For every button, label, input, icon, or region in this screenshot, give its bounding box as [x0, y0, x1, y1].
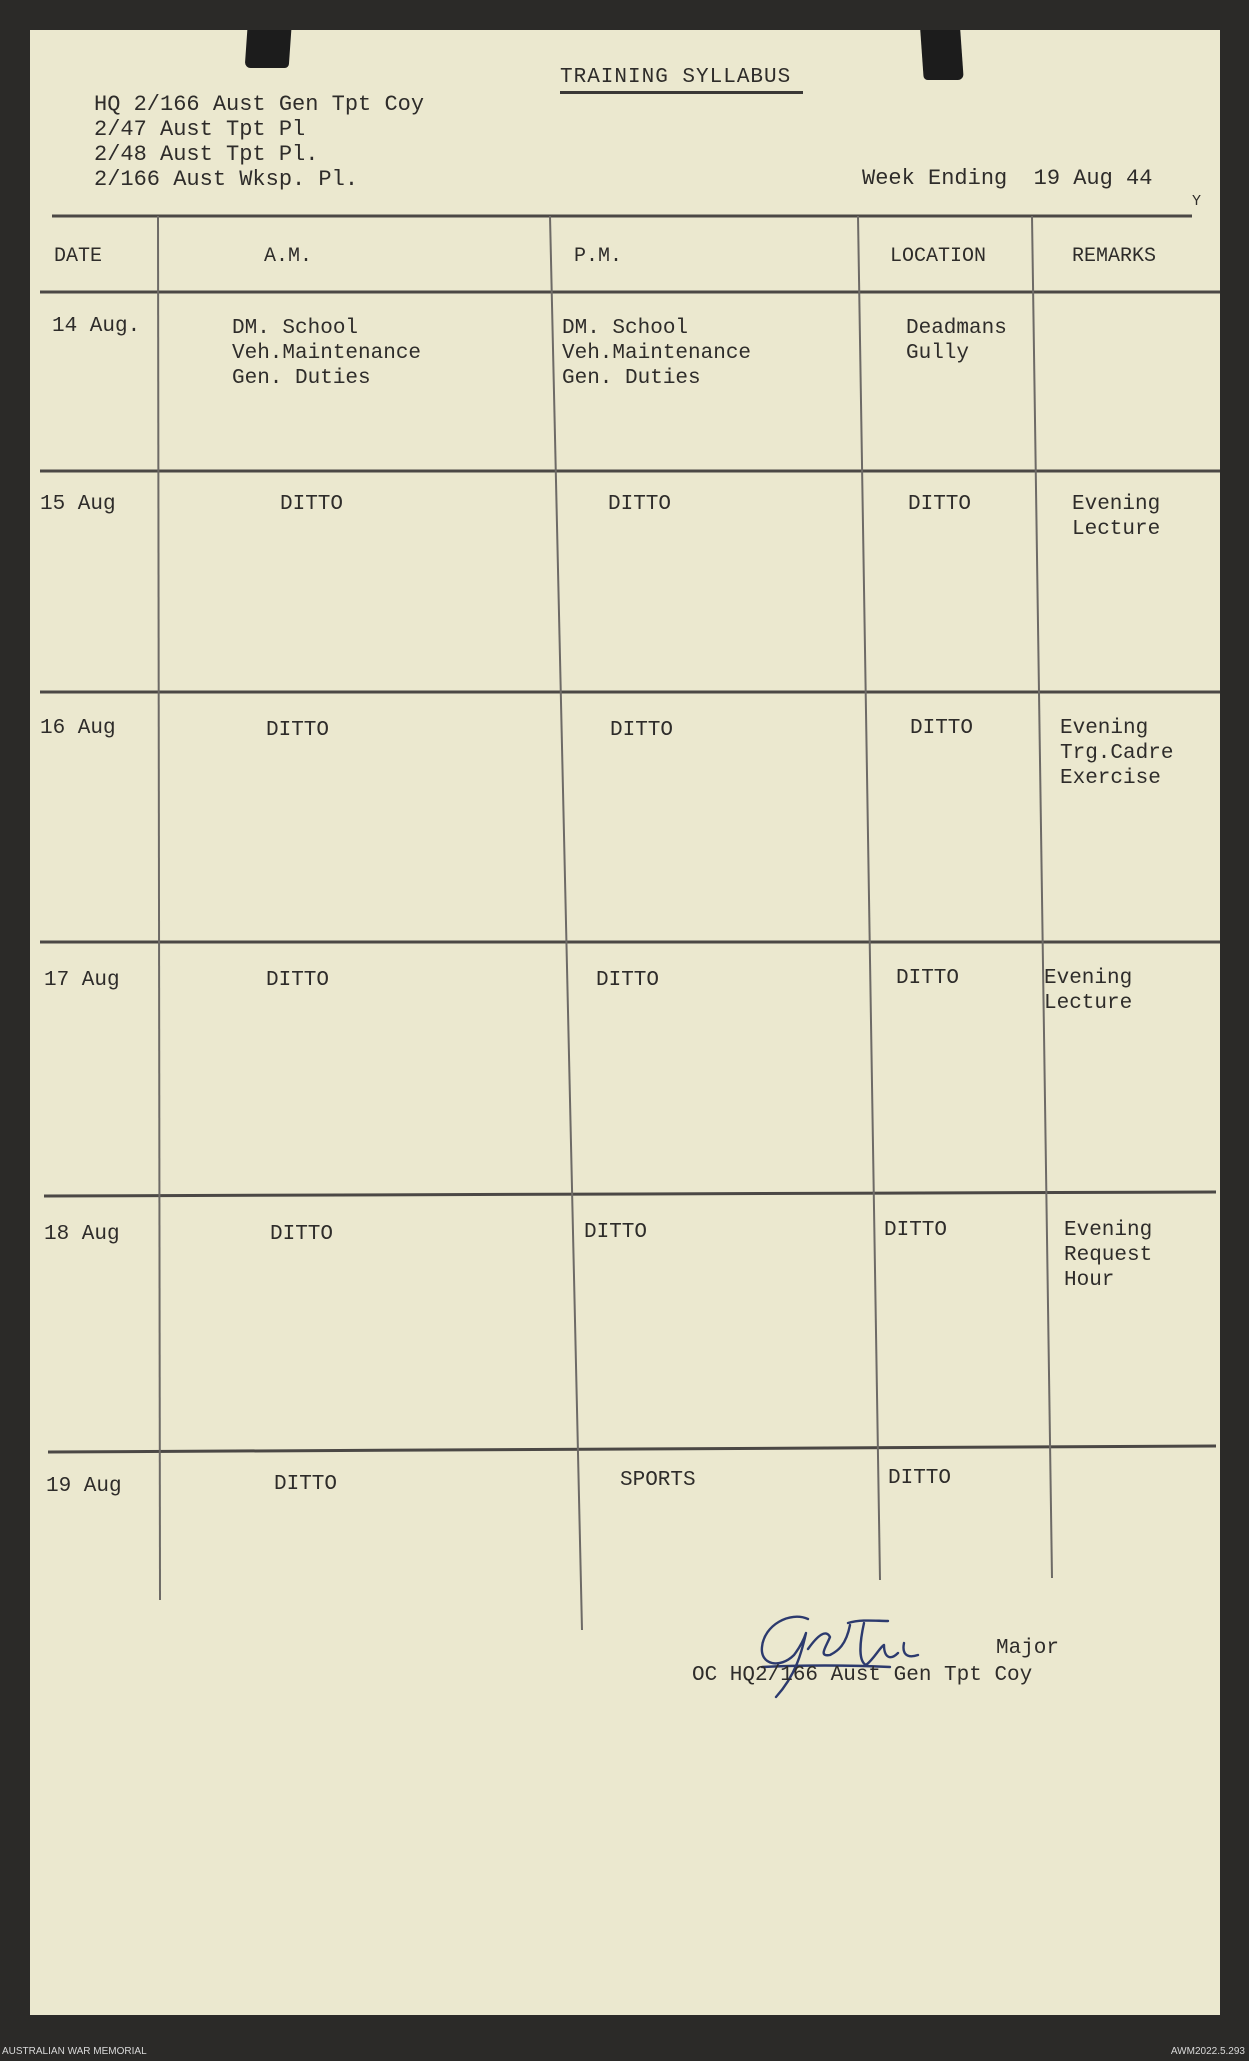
document-page [30, 30, 1220, 2015]
row-5-remarks: Evening Request Hour [1064, 1219, 1153, 1292]
row-2-date: 15 Aug [40, 493, 116, 516]
unit-line: 2/166 Aust Wksp. Pl. [94, 167, 359, 192]
row-2-location: DITTO [908, 493, 972, 516]
row-1-date: 14 Aug. [52, 315, 141, 338]
row-4-remarks: Evening Lecture [1044, 967, 1133, 1015]
row-5-pm: DITTO [584, 1221, 648, 1244]
col-rule-date [158, 216, 160, 1600]
row-6-pm: SPORTS [620, 1469, 696, 1492]
col-rule-pm [858, 216, 880, 1580]
table-horizontal-rules [40, 216, 1220, 1452]
document-title: TRAINING SYLLABUS [560, 66, 803, 94]
rule-row-4 [44, 1192, 1216, 1196]
unit-line: HQ 2/166 Aust Gen Tpt Coy [94, 92, 425, 117]
row-6-location: DITTO [888, 1467, 952, 1490]
week-ending: Week Ending 19 Aug 44 [862, 166, 1153, 191]
row-2-remarks: Evening Lecture [1072, 493, 1161, 541]
row-6-date: 19 Aug [46, 1475, 122, 1498]
unit-line: 2/48 Aust Tpt Pl. [94, 142, 319, 167]
footer-archive: AUSTRALIAN WAR MEMORIAL [2, 2046, 147, 2057]
row-3-location: DITTO [910, 717, 974, 740]
row-3-am: DITTO [266, 719, 330, 742]
col-rule-am [550, 216, 582, 1630]
row-5-date: 18 Aug [44, 1223, 120, 1246]
header-date: DATE [54, 245, 103, 268]
unit-line: 2/47 Aust Tpt Pl [94, 117, 306, 142]
signature-rank: Major [996, 1637, 1060, 1660]
footer-catalogue-id: AWM2022.5.293 [1170, 2046, 1245, 2057]
row-1-location: Deadmans Gully [906, 317, 1007, 365]
header-am: A.M. [264, 245, 313, 268]
row-2-am: DITTO [280, 493, 344, 516]
row-4-location: DITTO [896, 967, 960, 990]
table-vertical-rules [158, 216, 1052, 1630]
header-remarks: REMARKS [1072, 245, 1157, 268]
row-5-am: DITTO [270, 1223, 334, 1246]
row-1-am: DM. School Veh.Maintenance Gen. Duties [232, 317, 422, 390]
header-location: LOCATION [890, 245, 987, 268]
signature-position: OC HQ2/166 Aust Gen Tpt Coy [692, 1664, 1033, 1687]
row-1-pm: DM. School Veh.Maintenance Gen. Duties [562, 317, 752, 390]
row-5-location: DITTO [884, 1219, 948, 1242]
row-4-pm: DITTO [596, 969, 660, 992]
row-3-pm: DITTO [610, 719, 674, 742]
header-pm: P.M. [574, 245, 623, 268]
row-3-date: 16 Aug [40, 717, 116, 740]
row-6-am: DITTO [274, 1473, 338, 1496]
rule-row-5 [48, 1446, 1216, 1452]
handwritten-signature [680, 1585, 980, 1705]
row-4-am: DITTO [266, 969, 330, 992]
row-2-pm: DITTO [608, 493, 672, 516]
row-4-date: 17 Aug [44, 969, 120, 992]
week-mark: Y [1192, 193, 1202, 210]
row-3-remarks: Evening Trg.Cadre Exercise [1060, 717, 1174, 790]
col-rule-location [1032, 216, 1052, 1578]
